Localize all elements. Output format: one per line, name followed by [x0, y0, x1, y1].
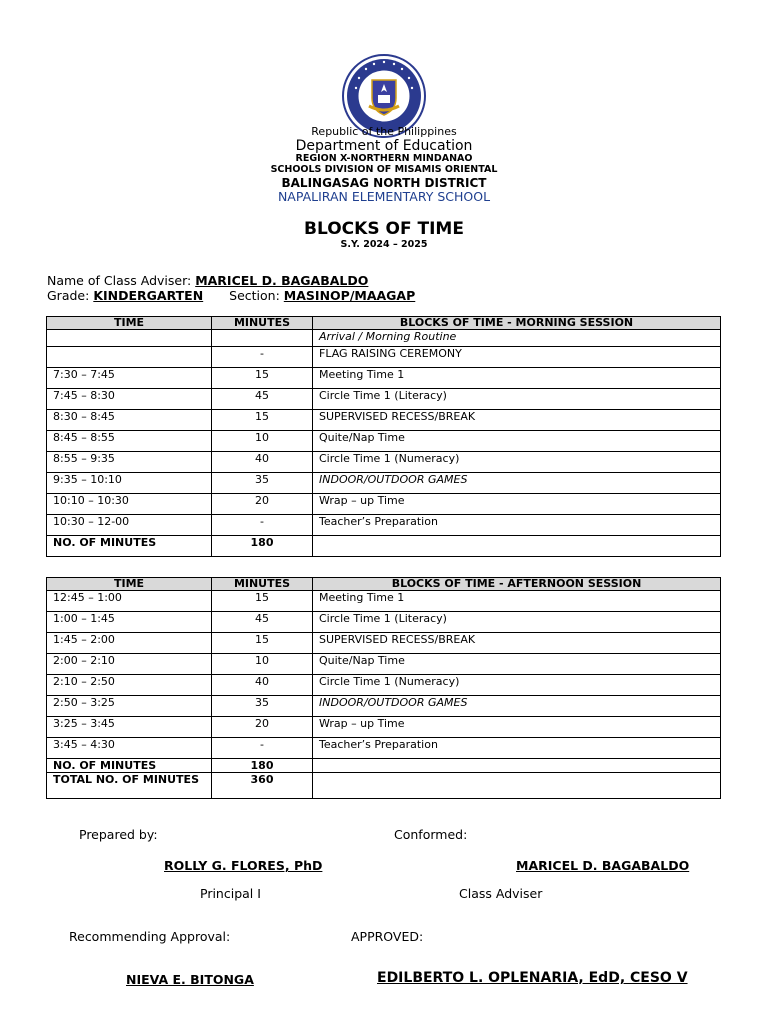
empty-cell	[313, 773, 721, 799]
activity-cell: Circle Time 1 (Literacy)	[313, 389, 721, 410]
minutes-cell	[212, 330, 313, 347]
column-header-minutes: MINUTES	[212, 578, 313, 591]
recommending-approval-label: Recommending Approval:	[69, 929, 231, 944]
grand-total-minutes: 360	[212, 773, 313, 799]
adviser-line	[47, 273, 368, 288]
total-minutes: 180	[212, 536, 313, 557]
activity-cell: Circle Time 1 (Numeracy)	[313, 452, 721, 473]
minutes-cell: 15	[212, 633, 313, 654]
adviser-label: Name of Class Adviser:	[47, 273, 192, 288]
total-row	[47, 536, 721, 557]
table-row	[47, 738, 721, 759]
table-row	[47, 633, 721, 654]
prepared-by-label: Prepared by:	[79, 827, 158, 842]
document-title: BLOCKS OF TIME	[304, 219, 464, 239]
time-cell: 1:45 – 2:00	[47, 633, 212, 654]
activity-cell: Teacher’s Preparation	[313, 738, 721, 759]
afternoon-schedule-table	[46, 577, 721, 799]
approver-name: EDILBERTO L. OPLENARIA, EdD, CESO V	[377, 970, 688, 986]
activity-cell: SUPERVISED RECESS/BREAK	[313, 633, 721, 654]
time-cell: 2:00 – 2:10	[47, 654, 212, 675]
district-label: BALINGASAG NORTH DISTRICT	[281, 176, 487, 190]
time-cell: 2:50 – 3:25	[47, 696, 212, 717]
grade-label: Grade:	[47, 288, 90, 303]
minutes-cell: 35	[212, 473, 313, 494]
school-year: S.Y. 2024 – 2025	[340, 239, 428, 250]
minutes-cell: 45	[212, 389, 313, 410]
grand-total-row	[47, 773, 721, 799]
adviser-signatory-name: MARICEL D. BAGABALDO	[516, 858, 690, 873]
total-row	[47, 759, 721, 773]
minutes-cell: 15	[212, 410, 313, 431]
table-row	[47, 452, 721, 473]
empty-cell	[313, 536, 721, 557]
minutes-cell: 20	[212, 494, 313, 515]
activity-cell: Circle Time 1 (Literacy)	[313, 612, 721, 633]
table-row	[47, 473, 721, 494]
table-row	[47, 675, 721, 696]
time-cell: 8:55 – 9:35	[47, 452, 212, 473]
republic-label: Republic of the Philippines	[311, 125, 457, 138]
table-header-row	[47, 578, 721, 591]
minutes-cell: 40	[212, 675, 313, 696]
table-row	[47, 347, 721, 368]
time-cell: 12:45 – 1:00	[47, 591, 212, 612]
time-cell: 8:30 – 8:45	[47, 410, 212, 431]
activity-cell: Quite/Nap Time	[313, 431, 721, 452]
department-label: Department of Education	[295, 138, 473, 154]
empty-cell	[313, 759, 721, 773]
section-value: MASINOP/MAAGAP	[283, 288, 416, 303]
activity-cell: FLAG RAISING CEREMONY	[313, 347, 721, 368]
principal-name: ROLLY G. FLORES, PhD	[164, 858, 323, 873]
time-cell	[47, 330, 212, 347]
table-row	[47, 591, 721, 612]
division-label: SCHOOLS DIVISION OF MISAMIS ORIENTAL	[270, 164, 498, 175]
minutes-cell: 40	[212, 452, 313, 473]
adviser-title: Class Adviser	[459, 886, 543, 901]
principal-title: Principal I	[200, 886, 261, 901]
column-header-activity: BLOCKS OF TIME - MORNING SESSION	[313, 317, 721, 330]
time-cell: 9:35 – 10:10	[47, 473, 212, 494]
table-row	[47, 389, 721, 410]
approved-label: APPROVED:	[351, 929, 424, 944]
grade-section-line	[47, 288, 415, 303]
time-cell: 1:00 – 1:45	[47, 612, 212, 633]
minutes-cell: 10	[212, 654, 313, 675]
activity-cell: Wrap – up Time	[313, 717, 721, 738]
table-header-row	[47, 317, 721, 330]
time-cell: 3:45 – 4:30	[47, 738, 212, 759]
activity-cell: Teacher’s Preparation	[313, 515, 721, 536]
table-row	[47, 696, 721, 717]
table-row	[47, 431, 721, 452]
column-header-minutes: MINUTES	[212, 317, 313, 330]
grade-value: KINDERGARTEN	[93, 288, 204, 303]
minutes-cell: 10	[212, 431, 313, 452]
total-minutes: 180	[212, 759, 313, 773]
column-header-activity: BLOCKS OF TIME - AFTERNOON SESSION	[313, 578, 721, 591]
table-row	[47, 717, 721, 738]
table-row	[47, 515, 721, 536]
conformed-label: Conformed:	[394, 827, 468, 842]
table-row	[47, 494, 721, 515]
table-row	[47, 612, 721, 633]
school-name: NAPALIRAN ELEMENTARY SCHOOL	[277, 189, 491, 204]
minutes-cell: -	[212, 738, 313, 759]
total-label: NO. OF MINUTES	[47, 759, 212, 773]
morning-schedule-table	[46, 316, 721, 557]
minutes-cell: 20	[212, 717, 313, 738]
total-label: NO. OF MINUTES	[47, 536, 212, 557]
activity-cell: Circle Time 1 (Numeracy)	[313, 675, 721, 696]
activity-cell: Arrival / Morning Routine	[313, 330, 721, 347]
region-label: REGION X-NORTHERN MINDANAO	[295, 153, 473, 164]
minutes-cell: 15	[212, 591, 313, 612]
activity-cell: Wrap – up Time	[313, 494, 721, 515]
recommender-name: NIEVA E. BITONGA	[126, 972, 254, 987]
time-cell: 2:10 – 2:50	[47, 675, 212, 696]
column-header-time: TIME	[47, 578, 212, 591]
table-row	[47, 368, 721, 389]
activity-cell: Meeting Time 1	[313, 368, 721, 389]
minutes-cell: -	[212, 347, 313, 368]
activity-cell: INDOOR/OUTDOOR GAMES	[313, 696, 721, 717]
time-cell	[47, 347, 212, 368]
adviser-name: MARICEL D. BAGABALDO	[195, 273, 369, 288]
activity-cell: SUPERVISED RECESS/BREAK	[313, 410, 721, 431]
minutes-cell: -	[212, 515, 313, 536]
minutes-cell: 35	[212, 696, 313, 717]
minutes-cell: 15	[212, 368, 313, 389]
time-cell: 8:45 – 8:55	[47, 431, 212, 452]
activity-cell: INDOOR/OUTDOOR GAMES	[313, 473, 721, 494]
table-row	[47, 654, 721, 675]
activity-cell: Meeting Time 1	[313, 591, 721, 612]
activity-cell: Quite/Nap Time	[313, 654, 721, 675]
table-row	[47, 330, 721, 347]
column-header-time: TIME	[47, 317, 212, 330]
time-cell: 7:30 – 7:45	[47, 368, 212, 389]
section-label: Section:	[229, 288, 280, 303]
time-cell: 3:25 – 3:45	[47, 717, 212, 738]
minutes-cell: 45	[212, 612, 313, 633]
time-cell: 10:10 – 10:30	[47, 494, 212, 515]
time-cell: 10:30 – 12-00	[47, 515, 212, 536]
time-cell: 7:45 – 8:30	[47, 389, 212, 410]
grand-total-label: TOTAL NO. OF MINUTES	[47, 773, 212, 799]
table-row	[47, 410, 721, 431]
